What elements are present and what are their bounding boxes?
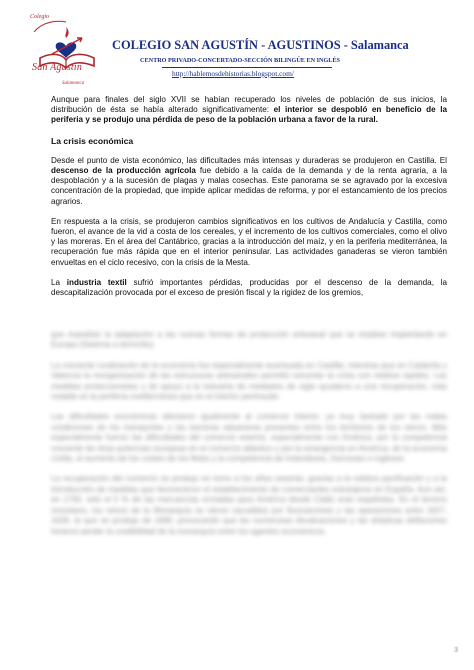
blurred-paragraph: Las dificultades económicas afectaron igualmente al comercio interior, ya muy lastrado por las malas condiciones de los transportes y las barreras aduaneras presentes entre los territorios de los reinos. Más especialmente fueron las dificultades del comercio exterior, especialmente con América, por la competencia creciente de otras potencias europeas en el comercio atlántico y por la emergencia en América, de la economía criolla, el aumento de los costes de los fletes y la competencia de holandeses, franceses e ingleses. (51, 412, 447, 464)
section-heading: La crisis económica (51, 135, 134, 146)
paragraph-population (51, 95, 447, 126)
blurred-paragraph: que impedían la adaptación a las nuevas formas de producción artesanal que se estaban implantando en Europa (Sistema a domicilio). (51, 330, 447, 350)
paragraph-crops: En respuesta a la crisis, se produjeron cambios significativos en los cultivos de Andalucía y Castilla, como fueron, el avance de la vid a costa de los cereales, y el incremento de los cultivos comerciales, como el olivo y las moreras. En el área del Cantábrico, gracias a la introducción del maíz, y en la periferia mediterránea, la recuperación fue más rápida que en el interior peninsular. Las actividades ganaderas se vieron también envueltas en el ciclo recesivo, con la crisis de la Mesta. (51, 216, 447, 267)
bold-phrase: el interior se despobló en beneficio de la periferia y se produjo una pérdida de peso de la población urbana a favor de la rural. (51, 105, 447, 125)
paragraph-text: sufrió importantes pérdidas, producidas por el descenso de la demanda, la descapitalización provocada por el exceso de presión fiscal y la rigidez de los gremios, (51, 277, 448, 298)
paragraph-text: Desde el punto de vista económico, las dificultades más intensas y duraderas se produjeron en Castilla. El (51, 155, 447, 165)
paragraph-economy (51, 156, 447, 207)
school-subtitle: CENTRO PRIVADO-CONCERTADO-SECCIÓN BILINGÜE EN INGLÉS (140, 57, 340, 64)
paragraph-text: Aunque para finales del siglo XVII se habían recuperado los niveles de población de sus inicios, la distribución de ésta se había alterado significativamente: (51, 95, 447, 115)
document-body (51, 95, 447, 308)
bold-phrase: descenso de la producción agrícola (51, 166, 196, 176)
bold-phrase: industria textil (66, 277, 127, 287)
school-title: COLEGIO SAN AGUSTÍN - AGUSTINOS - Salamanca (112, 38, 409, 52)
page-number: 3 (454, 647, 458, 654)
blurred-paragraph: La creciente ruralización de la economía fue especialmente acentuada en Castilla, mientras que en Cataluña y Valencia la reorganización de las estructuras artesanales permitió remontar la crisis con relativa rapidez. Las medidas proteccionistas y de apoyo a la industria de mediados de siglo ayudaron a una recuperación, más notable en la periferia mediterránea que en el interior peninsular. (51, 360, 447, 402)
blurred-preview (51, 330, 447, 547)
header-divider (162, 67, 332, 68)
blurred-paragraph: La recuperación del comercio se produjo en torno a los años sesenta, gracias a la relativa pacificación y a la introducción de medidas que favorecieron el establecimiento de comerciantes extranjeros en España. Aun así, en 1700, sólo el 5 % de las mercancías enviadas para América desde Cádiz eran españolas. En el terreno monetario, los reinos de la Monarquía se vieron sacudidos por fluctuaciones y las operaciones entre 1627, 1628, la que se produjo de 1680, provocando que las numerosas devaluaciones y las drásticas deflaciones hicieron perder la credibilidad de la monarquía entre los agentes económicos. (51, 474, 447, 536)
blog-link[interactable]: http://hablemosdehistorias.blogspot.com/ (172, 69, 294, 78)
logo-sub-text: Salamanca (62, 81, 85, 86)
paragraph-text: La (51, 277, 67, 287)
logo-name-text: San Agustín (32, 62, 83, 73)
paragraph-textile (51, 278, 447, 298)
logo-top-text: Colegio (30, 14, 49, 20)
paragraph-text: fue debido a la caída de la demanda y de la renta agraria, a la despoblación y a la sucesión de plagas y malas cosechas. Este panorama se se agravado por la excesiva concentración de la propiedad, que impide aplicar medidas de reforma, y por el estancamiento de los precios agrarios. (51, 166, 447, 206)
